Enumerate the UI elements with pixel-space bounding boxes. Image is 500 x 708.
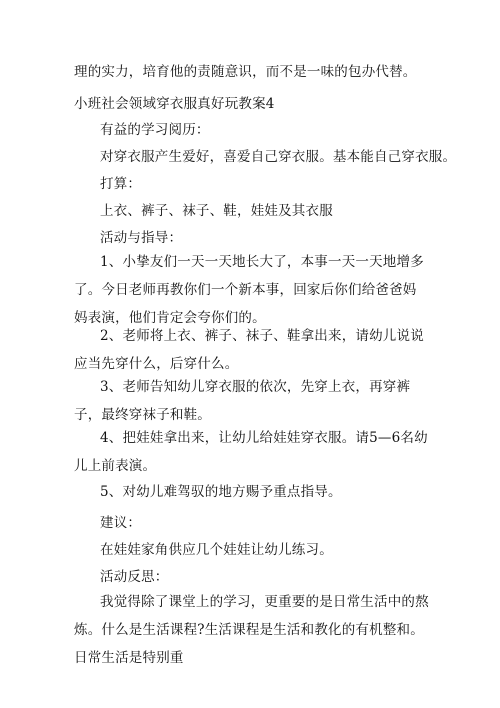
section-title: 小班社会领域穿衣服真好玩教案4 [74, 96, 275, 112]
suggest-heading: 建议： [100, 515, 142, 531]
goal-heading: 有益的学习阅历： [100, 122, 210, 138]
step-1: 1、小挚友们一天一天地长大了，本事一天一天地增多了。今日老师再教你们一个新本事，回家后你们给爸爸妈妈表演，他们肯定会夸你们的。 [74, 254, 424, 326]
prep-text: 上衣、裤子、袜子、鞋，娃娃及其衣服 [100, 203, 333, 219]
goal-text: 对穿衣服产生爱好，喜爱自己穿衣服。基本能自己穿衣服。 [100, 149, 457, 165]
step-5: 5、对幼儿难驾驭的地方赐予重点指导。 [100, 484, 342, 500]
step-4: 4、把娃娃拿出来，让幼儿给娃娃穿衣服。请5—6名幼儿上前表演。 [74, 430, 428, 474]
suggest-text: 在娃娃家角供应几个娃娃让幼儿练习。 [100, 542, 333, 558]
step-3: 3、老师告知幼儿穿衣服的依次，先穿上衣，再穿裤子，最终穿袜子和鞋。 [74, 379, 411, 423]
prep-heading: 打算： [100, 176, 142, 192]
process-heading: 活动与指导： [100, 230, 183, 246]
reflect-text: 我觉得除了课堂上的学习，更重要的是日常生活中的熬炼。什么是生活课程?生活课程是生活和教化的有机整和。日常生活是特别重 [74, 594, 429, 666]
reflect-heading: 活动反思： [100, 569, 169, 585]
previous-text-tail: 理的实力，培育他的责随意识，而不是一味的包办代替。 [74, 64, 417, 80]
step-2: 2、老师将上衣、裤子、袜子、鞋拿出来，请幼儿说说应当先穿什么，后穿什么。 [74, 328, 424, 372]
